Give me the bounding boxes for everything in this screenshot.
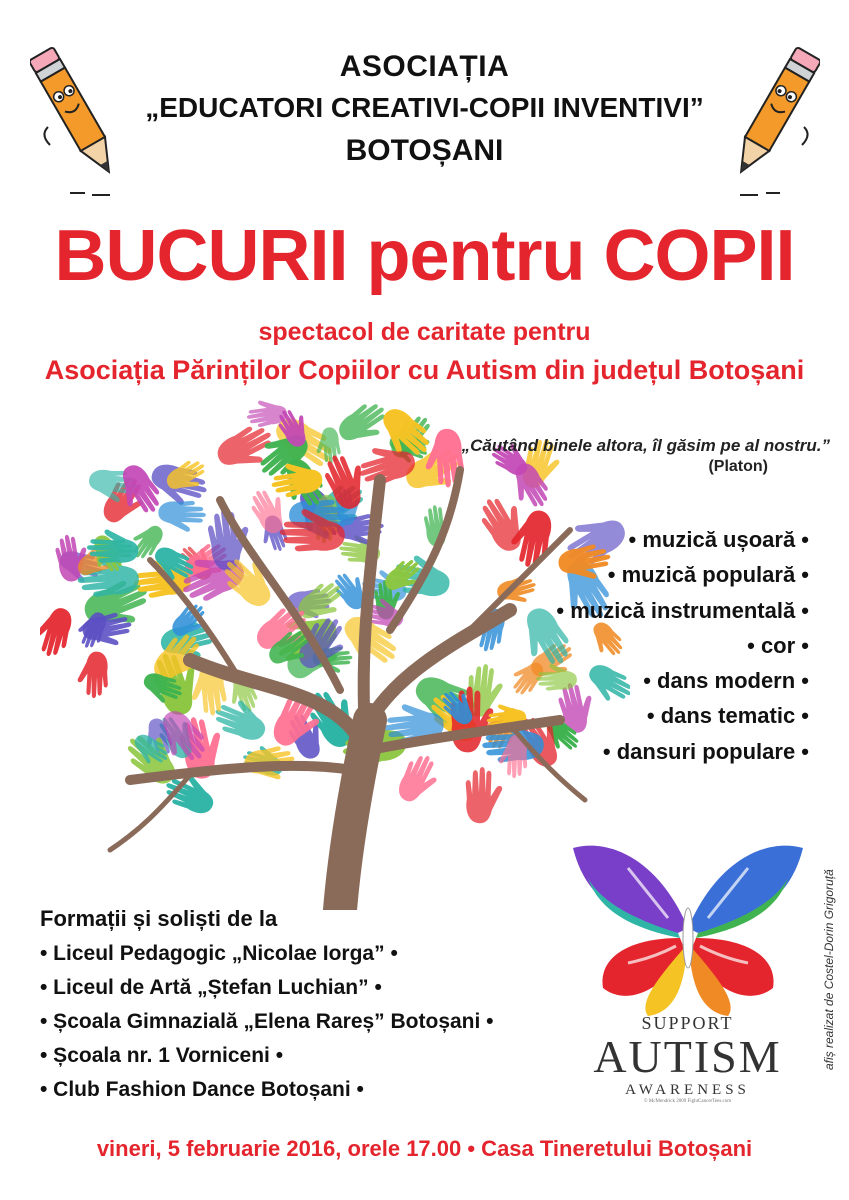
performer-item: • Școala Gimnazială „Elena Rareș” Botoșani • bbox=[40, 1010, 494, 1033]
program-item: • cor • bbox=[747, 632, 809, 658]
hand-print-icon bbox=[77, 651, 110, 699]
logo-awareness-text: AWARENESS bbox=[625, 1082, 750, 1098]
logo-copyright-text: © McMendrick 2009 FightCancerTees.com bbox=[643, 1099, 732, 1104]
logo-support-text: SUPPORT bbox=[641, 1013, 734, 1033]
hand-print-icon bbox=[393, 750, 445, 809]
quote-author: (Platon) bbox=[708, 458, 768, 475]
event-title: BUCURII pentru COPII bbox=[54, 216, 795, 296]
program-item: • muzică instrumentală • bbox=[556, 597, 809, 623]
hand-print-icon bbox=[158, 500, 207, 533]
event-subtitle: spectacol de caritate pentru bbox=[258, 318, 591, 346]
program-item: • dans modern • bbox=[643, 668, 809, 694]
hand-print-icon bbox=[212, 419, 280, 478]
program-item: • dansuri populare • bbox=[602, 738, 809, 764]
performers-heading: Formații și soliști de la bbox=[40, 906, 278, 931]
performer-item: • Liceul de Artă „Ștefan Luchian” • bbox=[40, 976, 382, 999]
hand-print-icon bbox=[464, 767, 503, 824]
association-city: BOTOȘANI bbox=[345, 134, 504, 167]
hand-print-icon bbox=[495, 573, 540, 608]
quote-text: „Căutând binele altora, îl găsim pe al nostru.” bbox=[461, 436, 830, 455]
logo-autism-text: AUTISM bbox=[593, 1031, 782, 1082]
association-name: „EDUCATORI CREATIVI-COPII INVENTIVI” bbox=[145, 92, 704, 123]
program-list bbox=[556, 522, 809, 769]
performer-item: • Școala nr. 1 Vorniceni • bbox=[40, 1044, 284, 1067]
hand-print-icon bbox=[40, 603, 76, 660]
association-label: ASOCIAȚIA bbox=[339, 50, 510, 83]
performer-item: • Club Fashion Dance Botoșani • bbox=[40, 1078, 364, 1101]
program-item: • dans tematic • bbox=[646, 703, 809, 729]
event-date-location: vineri, 5 februarie 2016, orele 17.00 • Casa Tineretului Botoșani bbox=[96, 1136, 753, 1161]
beneficiary-name: Asociația Părinților Copiilor cu Autism din județul Botoșani bbox=[44, 355, 805, 385]
support-autism-logo-text bbox=[570, 1013, 805, 1104]
program-item: • muzică ușoară • bbox=[628, 527, 809, 552]
performer-item: • Liceul Pedagogic „Nicolae Iorga” • bbox=[40, 942, 398, 965]
program-item: • muzică populară • bbox=[607, 562, 809, 588]
performers-list bbox=[40, 937, 494, 1107]
butterfly-logo bbox=[568, 838, 808, 1018]
